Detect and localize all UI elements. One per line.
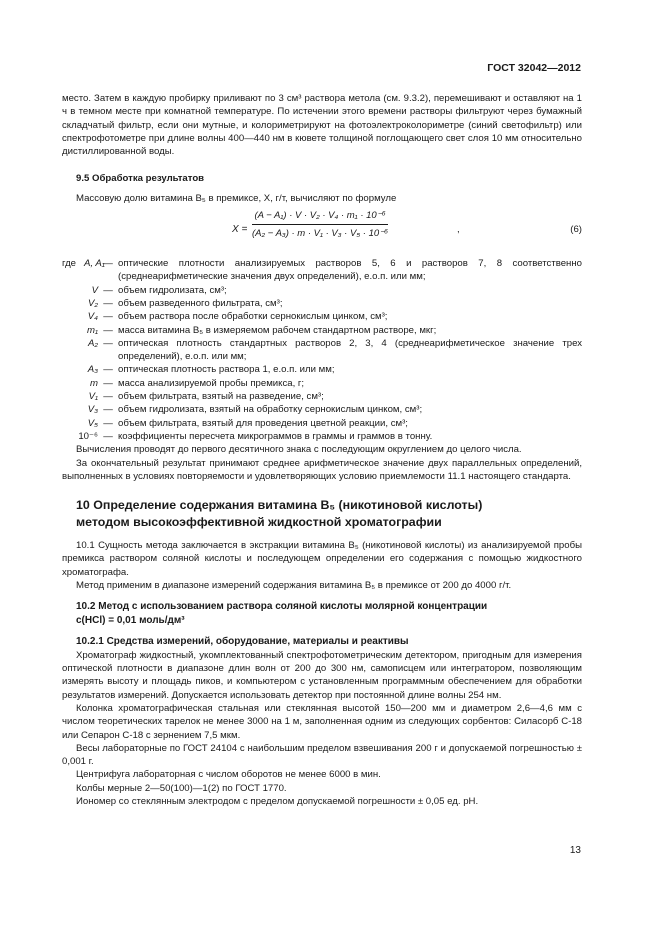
page-body [62, 92, 582, 808]
final-result-paragraph: За окончательный результат принимают среднее арифметическое значение двух параллельных определений, выполненных в условиях повторяемости и удовлетворяющих условию приемлемости 11.1 настоящего стандарта. [62, 457, 582, 482]
legend-row [62, 324, 582, 337]
legend-row [62, 257, 582, 284]
legend-symbol: V₅ [87, 417, 98, 429]
legend-dash: — [103, 297, 113, 309]
legend-dash: — [103, 364, 113, 376]
equipment-item: Центрифуга лабораторная с числом оборотов не менее 6000 в мин. [76, 769, 381, 781]
formula-lhs: X = [232, 224, 248, 236]
legend-dash: — [103, 337, 113, 349]
legend-text: объем разведенного фильтрата, см³; [118, 297, 283, 309]
legend-text: объем гидролизата, см³; [118, 284, 227, 296]
legend-text: коэффициенты пересчета микрограммов в граммы и граммов в тонну. [118, 430, 433, 442]
legend-row [62, 363, 582, 376]
section-10-1-range: Метод применим в диапазоне измерений содержания витамина B₅ в премиксе от 200 до 4000 г/т. [76, 580, 512, 592]
legend-text: оптическая плотность раствора 1, е.о.п. или мм; [118, 364, 335, 376]
legend-text: объем раствора после обработки сернокислым цинком, см³; [118, 311, 388, 323]
legend-dash: — [103, 404, 113, 416]
legend-symbol: V [91, 284, 98, 296]
standard-header: ГОСТ 32042—2012 [487, 62, 581, 74]
equipment-item: Колонка хроматографическая стальная или стеклянная высотой 150—200 мм и диаметром 2,6—4,6 мм с числом теоретических тарелок не менее 3000 на 1 м, заполненная одним из следующих сорбентов: Силасорб С-18 или Сепарон С-18 с зернением 7,5 мкм. [62, 703, 582, 741]
legend-symbol: A, A₁ [84, 258, 105, 270]
legend-text: объем фильтрата, взятый на разведение, см³; [118, 391, 324, 403]
section-10-2-1-title: 10.2.1 Средства измерений, оборудование, материалы и реактивы [76, 636, 409, 648]
formula-tail: , [457, 224, 460, 236]
legend-dash: — [103, 391, 113, 403]
legend-symbol: m₁ [86, 324, 98, 336]
legend-row [62, 377, 582, 390]
legend-dash: — [103, 430, 113, 442]
legend-text: объем гидролизата, взятый на обработку сернокислым цинком, см³; [118, 404, 423, 416]
legend-prefix: где [62, 258, 77, 270]
section-9-5-title: 9.5 Обработка результатов [76, 173, 205, 185]
formula-fraction [252, 209, 388, 241]
legend-symbol: m [90, 377, 98, 389]
page-number: 13 [569, 845, 581, 856]
section-10-1-paragraph: 10.1 Сущность метода заключается в экстракции витамина B₅ (никотиновой кислоты) из анализируемой пробы премикса раствором соляной кислоты и последующем определении его содержания с помощью жидкостного хроматографа. [62, 540, 582, 578]
equipment-item: Иономер со стеклянным электродом с пределом допускаемой погрешности ± 0,05 ед. pH. [76, 796, 479, 808]
legend-symbol: A₂ [87, 337, 98, 349]
legend-text: масса анализируемой пробы премикса, г; [118, 377, 305, 389]
legend-row [62, 337, 582, 364]
rounding-paragraph: Вычисления проводят до первого десятичного знака с последующим округлением до целого числа. [76, 444, 522, 456]
legend-dash: — [103, 311, 113, 323]
section-10-title-line2: методом высокоэффективной жидкостной хроматографии [76, 515, 442, 530]
section-10-2-title-line2: c(HCl) = 0,01 моль/дм³ [76, 614, 185, 626]
formula-denominator: (A₂ − A₃) · m · V₁ · V₃ · V₅ · 10⁻⁶ [252, 228, 389, 240]
legend-row [62, 430, 582, 443]
legend-dash: — [103, 377, 113, 389]
legend-row [62, 403, 582, 416]
legend-text: оптическая плотность стандартных растворов 2, 3, 4 (среднеарифметическое значение трех определений), е.о.п. или мм; [118, 337, 582, 363]
legend-dash: — [103, 284, 113, 296]
equipment-item: Колбы мерные 2—50(100)—1(2) по ГОСТ 1770. [76, 782, 287, 794]
legend-text: масса витамина B₅ в измеряемом рабочем стандартном растворе, мкг; [118, 324, 437, 336]
legend-symbol: V₁ [88, 391, 98, 403]
legend-dash: — [103, 324, 113, 336]
section-10-title-line1: 10 Определение содержания витамина B₅ (никотиновой кислоты) [76, 498, 483, 513]
formula-number: (6) [570, 224, 582, 236]
legend-text: объем фильтрата, взятый для проведения цветной реакции, см³; [118, 417, 408, 429]
equipment-item: Весы лабораторные по ГОСТ 24104 с наибольшим пределом взвешивания 200 г и допускаемой погрешностью ± 0,001 г. [62, 742, 582, 768]
legend-symbol: V₄ [87, 311, 98, 323]
legend [62, 257, 582, 443]
legend-row [62, 284, 582, 297]
legend-dash: — [103, 258, 113, 270]
section-10-2-title-line1: 10.2 Метод с использованием раствора соляной кислоты молярной концентрации [76, 601, 488, 613]
legend-symbol: V₃ [87, 404, 98, 416]
intro-paragraph: место. Затем в каждую пробирку приливают по 3 см³ раствора метола (см. 9.3.2), перемешивают и оставляют на 1 ч в темном месте при комнатной температуре. По истечении этого времени растворы фильтруют через бумажный складчатый фильтр, если они мутные, и колориметрируют на фотоэлектроколориметре (синий светофильтр) или спектрофотометре при длине волны 400—440 нм в кювете толщиной поглощающего свет слоя 10 мм относительно дистиллированной воды. [62, 93, 582, 158]
legend-row [62, 417, 582, 430]
legend-row [62, 297, 582, 310]
legend-dash: — [103, 417, 113, 429]
formula-6 [62, 205, 582, 255]
legend-row [62, 390, 582, 403]
equipment-item: Хроматограф жидкостный, укомплектованный спектрофотометрическим детектором, пригодным для измерения оптической плотности в диапазоне длин волн от 200 до 300 нм, самописцем или интегратором, позволяющим измерять высоту и площадь пиков, и компьютером с установленным программным обеспечением для обработки результатов измерений. Допускается использовать детектор при постоянной длине волны 254 нм. [62, 649, 582, 701]
legend-symbol: 10⁻⁶ [78, 430, 98, 442]
legend-symbol: V₂ [87, 297, 98, 309]
legend-symbol: A₃ [87, 364, 98, 376]
legend-row [62, 310, 582, 323]
formula-lead: Массовую долю витамина B₅ в премиксе, X, г/т, вычисляют по формуле [76, 192, 397, 204]
formula-numerator: (A − A₁) · V · V₂ · V₄ · m₁ · 10⁻⁶ [252, 209, 388, 225]
legend-text: оптические плотности анализируемых растворов 5, 6 и растворов 7, 8 соответственно (среднеарифметические значения двух определений), е.о.п. или мм; [118, 258, 582, 283]
